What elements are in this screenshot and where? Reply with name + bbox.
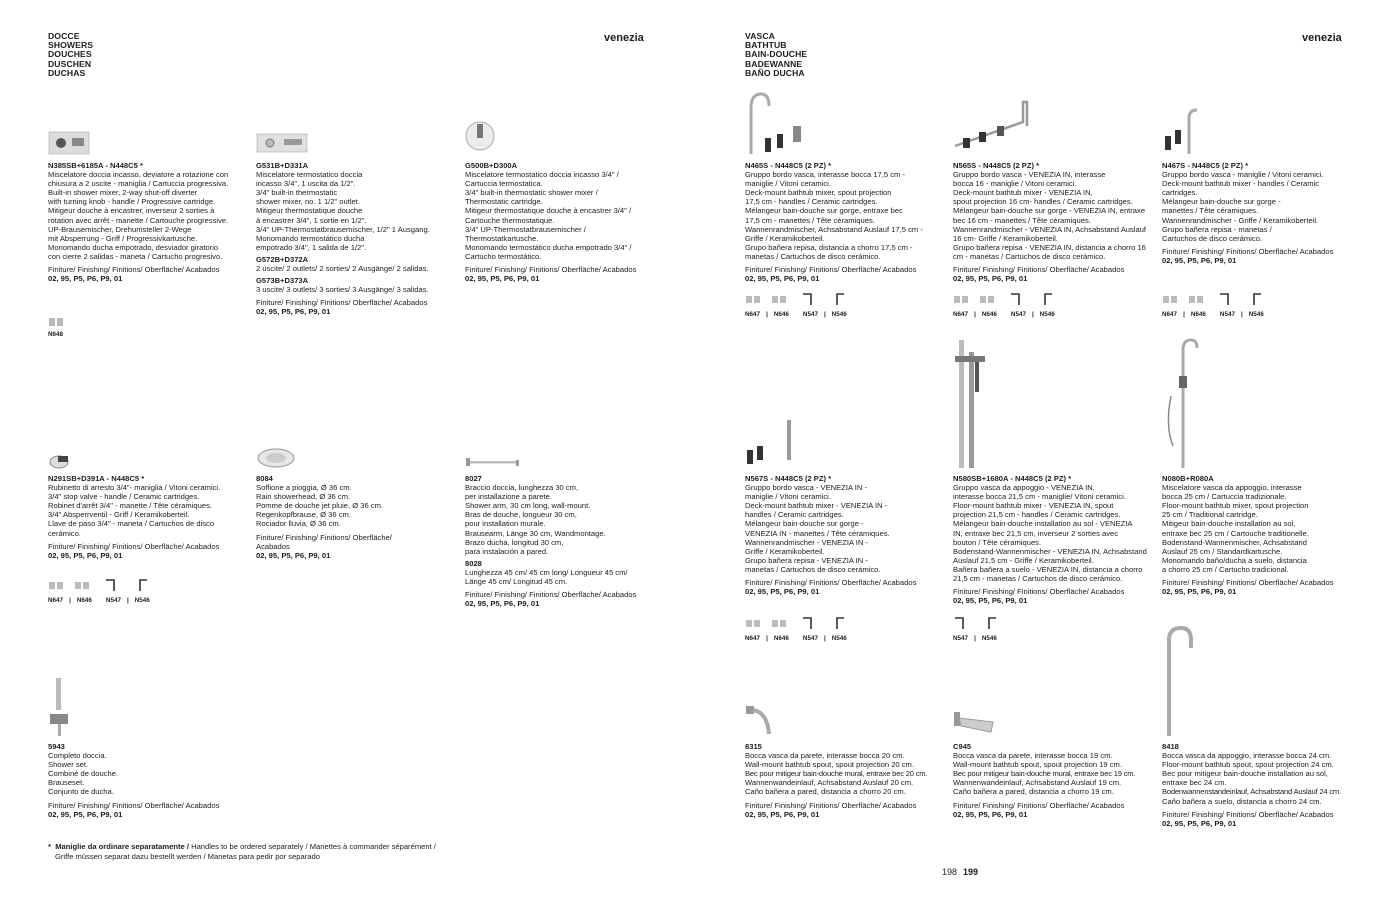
product-code: N291SB+D391A - N448C5 *: [48, 474, 145, 483]
floor-spout-8418-image: [1161, 624, 1197, 738]
finish-codes: 02, 95, P5, P6, P9, 01: [48, 274, 123, 284]
variant-text: Länge 45 cm/ Longitud 45 cm.: [465, 577, 568, 587]
venezia-in-deck-mixer-image: [953, 98, 1033, 154]
finish-codes: 02, 95, P5, P6, P9, 01: [48, 550, 123, 560]
desc-line: entraxe bec 25 cm / Cartouche traditionelle.: [1162, 528, 1309, 538]
desc-line: Monomando baño/ducha a suelo, distancia: [1162, 555, 1307, 565]
desc-line: Cartucho termostático.: [465, 251, 542, 261]
handle-code: N546: [831, 635, 847, 642]
rain-showerhead-image: [256, 442, 296, 472]
desc-line: empotrado 3/4", 1 salida de 1/2".: [256, 242, 367, 252]
handle-options-n567s: [745, 616, 847, 642]
desc-line: 3/4" UP-Thermostatbrausemischer /: [465, 224, 586, 234]
deck-bathtub-mixer-2-image: [1161, 108, 1209, 156]
desc-line: Rain showerhead, Ø 36 cm.: [256, 492, 351, 502]
product-code: G500B+D300A: [465, 161, 518, 170]
page-number-right: 199: [963, 867, 979, 877]
product-5943: [48, 742, 258, 819]
handle-code: N547: [953, 635, 969, 642]
handle-n647-icon: [953, 293, 969, 305]
handle-code: N647: [48, 597, 64, 604]
desc-line: IN, entraxe bec 21,5 cm, inverseur 2 sorties avec: [953, 528, 1119, 538]
finish-codes: 02, 95, P5, P6, P9, 01: [465, 274, 540, 284]
footnote-text: Handles to be ordered separately / Manettes à commander séparément /: [188, 842, 436, 851]
desc-line: Caño bañera a suelo, distancia a chorro 24 cm.: [1162, 796, 1322, 806]
venezia-in-mixer-2-image: [745, 416, 801, 468]
desc-line: Mélangeur bain-douche sur gorge -: [745, 519, 864, 529]
desc-line: projection 21,5 cm - handles / Ceramic cartridges.: [953, 510, 1121, 520]
desc-line: Bocca vasca da appoggio, interasse bocca 24 cm.: [1162, 751, 1332, 761]
round-thermostatic-mixer-image: [464, 118, 496, 154]
desc-line: Monomando termostático ducha empotrado 3/4" /: [465, 242, 632, 252]
handle-n546-icon: [831, 616, 847, 630]
finish-codes: 02, 95, P5, P6, P9, 01: [1162, 818, 1237, 828]
handle-n547-icon: [1218, 292, 1234, 306]
finish-label: Finiture/ Finishing/ Finitions/ Oberfläche/ Acabados: [465, 265, 637, 275]
finish-codes: 02, 95, P5, P6, P9, 01: [745, 809, 820, 819]
handle-options-n565s: [953, 292, 1055, 318]
desc-line: incasso 3/4", 1 uscita da 1/2".: [256, 179, 356, 189]
handle-code: N646: [773, 311, 789, 318]
desc-line: 25 cm / Traditional cartridge.: [1162, 510, 1258, 520]
desc-line: Floor-mount bathtub mixer - VENEZIA IN, spout: [953, 501, 1114, 511]
desc-line: handles / Ceramic cartridges.: [745, 510, 844, 520]
desc-line: Miscelatore termostatico doccia incasso 3/4" /: [465, 170, 619, 180]
desc-line: Wannenrandmischer - VENEZIA IN, Achsabstand Auslauf: [953, 224, 1147, 234]
variant-code: G572B+D372A: [256, 254, 309, 264]
desc-line: Caño bañera a pared, distancia a chorro 19 cm.: [953, 787, 1114, 797]
handle-code: N647: [745, 311, 761, 318]
desc-line: Brazo ducha, longitud 30 cm,: [465, 537, 564, 547]
desc-line: Bec pour mitigeur bain-douche installation au sol,: [1162, 769, 1328, 779]
handle-n647-icon: [48, 579, 64, 591]
floor-mount-mixer-image: [1161, 336, 1201, 470]
handle-options-n467s: [1162, 292, 1264, 318]
handle-n546-icon: [134, 578, 150, 592]
desc-line: cm - manetas / Cartuchos de disco cerámico.: [953, 251, 1106, 261]
desc-line: Mitigeur thermostatique douche à encastrer 3/4" /: [465, 206, 632, 216]
handle-n647-icon: [745, 293, 761, 305]
header-line: BAIN-DOUCHE: [745, 49, 808, 60]
separator: |: [126, 597, 129, 604]
desc-line: à encastrer 3/4", 1 sortie en 1/2".: [256, 215, 367, 225]
finish-codes: 02, 95, P5, P6, P9, 01: [953, 809, 1028, 819]
desc-line: Bodenstand-Wannenmischer, Achsabstand: [1162, 537, 1307, 547]
product-code: 5943: [48, 742, 65, 751]
separator: |: [974, 311, 976, 318]
desc-line: Bodenstand-Wannenmischer - VENEZIA IN, Achsabstand: [953, 546, 1147, 556]
section-header-showers: [48, 32, 93, 78]
desc-line: 3/4" UP-Thermostatbrausemischer, 1/2" 1 Ausgang.: [256, 224, 430, 234]
desc-line: Grupo bañera repisa - manetas /: [1162, 224, 1272, 234]
finish-label: Finiture/ Finishing/ Finitions/ Oberfläche/ Acabados: [953, 800, 1125, 810]
desc-line: Floor-mount bathtub mixer, spout projection: [1162, 501, 1309, 511]
desc-line: Wall-mount bathtub spout, spout projection 19 cm.: [953, 760, 1122, 770]
handle-code: N646: [1190, 311, 1206, 318]
product-n565s: [953, 161, 1163, 283]
product-code: 8315: [745, 742, 762, 751]
desc-line: Shower set.: [48, 760, 89, 770]
handle-options-n465s: [745, 292, 847, 318]
desc-line: para instalación a pared.: [465, 546, 549, 556]
desc-line: Rubinetto di arresto 3/4"- maniglia / Vitoni ceramici.: [48, 483, 221, 493]
product-code: G531B+D331A: [256, 161, 309, 170]
desc-line: manettes / Tête céramiques.: [1162, 206, 1259, 216]
desc-line: bocca 16 - maniglie / Vitoni ceramici.: [953, 179, 1077, 189]
desc-line: Griffe / Keramikoberteil.: [745, 233, 825, 243]
separator: |: [766, 311, 768, 318]
desc-line: Gruppo vasca da appoggio - VENEZIA IN,: [953, 483, 1095, 493]
footnote-star: *: [48, 842, 51, 851]
desc-line: Grupo bañera repisa - VENEZIA IN, distancia a chorro 16: [953, 242, 1146, 252]
wall-spout-8315-image: [745, 704, 773, 738]
desc-line: Cartuccia termostatica.: [465, 179, 543, 189]
product-code: N465S - N448C5 (2 PZ) *: [745, 161, 832, 170]
desc-line: Griffe / Keramikoberteil.: [745, 546, 825, 556]
handle-n546-icon: [1039, 292, 1055, 306]
desc-line: Combiné de douche.: [48, 769, 119, 779]
brand-title: venezia: [604, 32, 644, 44]
desc-line: Deck-mount bathtub mixer, spout projection: [745, 188, 892, 198]
finish-codes: 02, 95, P5, P6, P9, 01: [745, 587, 820, 597]
product-n580sb: [953, 474, 1163, 605]
desc-line: Wannenwandeinlauf, Achsabstand Auslauf 20 cm.: [745, 778, 914, 788]
handle-code: N647: [1162, 311, 1178, 318]
desc-line: cartridges.: [1162, 188, 1198, 198]
product-8315: [745, 742, 955, 819]
finish-label: Finiture/ Finishing/ Finitions/ Oberfläche/ Acabados: [953, 265, 1125, 275]
handle-code: N546: [981, 635, 997, 642]
desc-line: rotation avec arrêt - manette / Cartouche progressive.: [48, 215, 229, 225]
section-header-bathtub: [745, 32, 807, 78]
desc-line: Monomando ducha empotrado, desviador giratorio: [48, 242, 219, 252]
handle-n646-icon: [74, 579, 90, 591]
desc-line: Mélangeur bain-douche sur gorge, entraxe bec: [745, 206, 903, 216]
desc-line: a chorro 25 cm / Cartucho tradicional.: [1162, 564, 1289, 574]
desc-line: Deck-mount bathtub mixer - VENEZIA IN,: [953, 188, 1093, 198]
product-code: N565S - N448C5 (2 PZ) *: [953, 161, 1040, 170]
handle-code: N646: [76, 597, 92, 604]
desc-line: cerámico.: [48, 528, 81, 538]
desc-line: Auslauf 21,5 cm - Griffe / Keramikoberteil.: [953, 555, 1094, 565]
handle-code: N546: [1039, 311, 1055, 318]
desc-line: Completo doccia.: [48, 751, 107, 761]
finish-label: Finiture/ Finishing/ Finitions/ Oberfläche/ Acabados: [745, 800, 917, 810]
footnote-line2: Griffe müssen separat dazu bestellt werden / Manetas para pedir por separado: [55, 851, 320, 861]
desc-line: Gruppo bordo vasca - VENEZIA IN -: [745, 483, 867, 493]
desc-line: Deck-mount bathtub mixer - VENEZIA IN -: [745, 501, 888, 511]
page-number-left: 198: [942, 867, 958, 877]
desc-line: per installazione a parete.: [465, 492, 552, 502]
handle-code: N547: [1010, 311, 1026, 318]
product-code: N080B+R080A: [1162, 474, 1214, 483]
desc-line: pour installation murale.: [465, 519, 546, 529]
handle-n648-image: [48, 316, 64, 328]
finish-label: Finiture/ Finishing/ Finitions/ Oberfläche/ Acabados: [1162, 578, 1334, 588]
deck-bathtub-mixer-image: [745, 90, 811, 156]
handle-code: N546: [831, 311, 847, 318]
separator: |: [1183, 311, 1185, 318]
handle-n646-icon: [771, 617, 787, 629]
header-line: SHOWERS: [48, 40, 94, 51]
desc-line: Brausearm, Länge 30 cm, Wandmontage.: [465, 528, 606, 538]
desc-line: Wannenrandmischer, Achsabstand Auslauf 17,5 cm -: [745, 224, 923, 234]
product-8418: [1162, 742, 1372, 828]
desc-line: Mélangeur bain-douche installation au sol - VENEZIA: [953, 519, 1133, 529]
product-8027: [465, 474, 675, 608]
desc-line: Rociador lluvia, Ø 36 cm.: [256, 519, 341, 529]
finish-codes: 02, 95, P5, P6, P9, 01: [745, 274, 820, 284]
finish-codes: 02, 95, P5, P6, P9, 01: [256, 307, 331, 317]
product-code: 8084: [256, 474, 273, 483]
desc-line: Bec pour mitigeur bain-douche mural, entraxe bec 19 cm.: [953, 769, 1136, 779]
header-line: BADEWANNE: [745, 58, 803, 69]
separator: |: [1031, 311, 1034, 318]
header-line: DUCHAS: [48, 67, 86, 78]
desc-line: Conjunto de ducha.: [48, 787, 114, 797]
desc-line: 3/4" built-in thermostatic shower mixer /: [465, 188, 598, 198]
desc-line: Soffione a pioggia, Ø 36 cm.: [256, 483, 352, 493]
header-line: VASCA: [745, 31, 775, 41]
handle-n547-icon: [1009, 292, 1025, 306]
desc-line: Regenkopfbrause, Ø 36 cm.: [256, 510, 351, 520]
desc-line: Gruppo bordo vasca - maniglie / Vitoni ceramici.: [1162, 170, 1324, 180]
desc-line: Wannenrandmischer - VENEZIA IN -: [745, 537, 868, 547]
desc-line: 17,5 cm - manettes / Tête céramiques.: [745, 215, 875, 225]
finish-label: Finiture/ Finishing/ Finitions/ Oberfläche/ Acabados: [465, 590, 637, 600]
finish-codes: 02, 95, P5, P6, P9, 01: [1162, 255, 1237, 265]
handle-code: N547: [1219, 311, 1235, 318]
desc-line: interasse bocca 21,5 cm - maniglie/ Vitoni ceramici.: [953, 492, 1126, 502]
variant-text: 2 uscite/ 2 outlets/ 2 sorties/ 2 Ausgänge/ 2 salidas.: [256, 264, 429, 274]
finish-label: Finiture/ Finishing/ Finitions/ Oberfläche/ Acabados: [1162, 246, 1334, 256]
desc-line: Auslauf 25 cm / Standardkartusche.: [1162, 546, 1283, 556]
finish-label: Finiture/ Finishing/ Finitions/ Oberfläche/ Acabados: [745, 265, 917, 275]
header-line: BATHTUB: [745, 40, 787, 51]
handle-options-left: [48, 578, 150, 604]
product-8084: [256, 474, 426, 560]
desc-line: Bodenwannenstandeinlauf, Achsabstand Auslauf 24 cm.: [1162, 787, 1341, 797]
desc-line: Thermostatic cartridge.: [465, 197, 543, 207]
handle-n646-icon: [1188, 293, 1204, 305]
desc-line: entraxe bec 24 cm.: [1162, 778, 1227, 788]
desc-line: Llave de paso 3/4" - maneta / Cartuchos de disco: [48, 519, 215, 529]
desc-line: Built-in shower mixer, 2-way shut-off diverter: [48, 188, 198, 198]
product-code: 8418: [1162, 742, 1179, 751]
desc-line: mit Absperrung - Griff / Progressivkartusche.: [48, 233, 198, 243]
desc-line: Bec pour mitigeur bain-douche mural, entraxe bec 20 cm.: [745, 769, 928, 779]
desc-line: Mitigeur douche à encastrer, inverseur 2 sorties à: [48, 206, 215, 216]
finish-label: Finiture/ Finishing/ Finitions/ Oberfläche/ Acabados: [1162, 809, 1334, 819]
variant-code: 8028: [465, 558, 482, 568]
header-line: DUSCHEN: [48, 58, 92, 69]
desc-line: UP-Brausemischer, Drehumsteller 2-Wege: [48, 224, 192, 234]
desc-line: maniglie / Vitoni ceramici.: [745, 492, 831, 502]
separator: |: [974, 635, 976, 642]
desc-line: Mélangeur bain-douche sur gorge - VENEZIA IN, entraxe: [953, 206, 1146, 216]
handle-code: N546: [134, 597, 150, 604]
product-code: N567S - N448C5 (2 PZ) *: [745, 474, 832, 483]
desc-line: 16 cm- Griffe / Keramikoberteil.: [953, 233, 1058, 243]
desc-line: Wannenrandmischer - Griffe / Keramikoberteil.: [1162, 215, 1319, 225]
desc-line: maniglie / Vitoni ceramici.: [745, 179, 831, 189]
desc-line: Grupo bañera repisa, distancia a chorro 17,5 cm -: [745, 242, 913, 252]
desc-line: Floor-mount bathtub spout, spout projection 24 cm.: [1162, 760, 1334, 770]
desc-line: Mélangeur bain-douche sur gorge -: [1162, 197, 1281, 207]
product-n467s: [1162, 161, 1372, 265]
product-g500b: [465, 161, 675, 283]
desc-line: 3/4" Absperrventil - Griff / Keramikoberteil.: [48, 510, 190, 520]
product-g531b: [256, 161, 466, 317]
desc-line: Bocca vasca da parete, interasse bocca 19 cm.: [953, 751, 1113, 761]
desc-line: Mitigeur bain-douche installation au sol,: [1162, 519, 1296, 529]
separator: |: [823, 311, 826, 318]
desc-line: bouton / Tête céramiques.: [953, 537, 1042, 547]
header-line: DOUCHES: [48, 49, 92, 60]
product-code: 8027: [465, 474, 482, 483]
handle-label-n648: N648: [48, 331, 64, 338]
header-line: BAÑO DUCHA: [745, 67, 805, 78]
handle-code: N647: [953, 311, 969, 318]
stop-valve-image: [48, 452, 72, 470]
finish-label: Finiture/ Finishing/ Finitions/ Oberfläche/ Acabados: [745, 578, 917, 588]
finish-label: Finiture/ Finishing/ Finitions/ Oberfläche/ Acabados: [48, 265, 220, 275]
finish-label: Finiture/ Finishing/ Finitions/ Oberfläche/ Acabados: [48, 800, 220, 810]
product-code: C945: [953, 742, 972, 751]
desc-line: VENEZIA IN - manettes / Tête céramiques.: [745, 528, 890, 538]
product-code: N467S - N448C5 (2 PZ) *: [1162, 161, 1249, 170]
desc-line: shower mixer, no. 1 1/2" outlet.: [256, 197, 360, 207]
variant-text: 3 uscite/ 3 outlets/ 3 sorties/ 3 Ausgänge/ 3 salidas.: [256, 285, 429, 295]
desc-line: Bocca vasca da parete, interasse bocca 20 cm.: [745, 751, 905, 761]
product-code: N385SB+6185A - N448C5 *: [48, 161, 143, 170]
handle-code: N547: [802, 635, 818, 642]
handle-n546-icon: [831, 292, 847, 306]
brand-title: venezia: [1302, 32, 1342, 44]
thermostatic-mixer-image: [256, 128, 310, 158]
separator: |: [823, 635, 826, 642]
handle-n547-icon: [104, 578, 120, 592]
built-in-shower-mixer-image: [48, 128, 94, 158]
variant-code: G573B+D373A: [256, 276, 309, 286]
desc-line: 21,5 cm - manetas / Cartuchos de disco cerámico.: [953, 574, 1123, 584]
shower-arm-image: [464, 454, 524, 470]
finish-codes: 02, 95, P5, P6, P9, 01: [953, 274, 1028, 284]
desc-line: Cartouche thermostatique.: [465, 215, 555, 225]
desc-line: Bañera bañera a suelo - VENEZIA IN, distancia a chorro: [953, 564, 1143, 574]
desc-line: Gruppo bordo vasca - VENEZIA IN, interasse: [953, 170, 1106, 180]
handle-code: N646: [981, 311, 997, 318]
handle-code: N647: [745, 635, 761, 642]
handle-n547-icon: [801, 616, 817, 630]
product-n567s: [745, 474, 955, 596]
desc-line: Bras de douche, longueur 30 cm,: [465, 510, 577, 520]
separator: |: [1240, 311, 1243, 318]
desc-line: Shower arm, 30 cm long, wall-mount.: [465, 501, 591, 511]
variant-text: Lunghezza 45 cm/ 45 cm long/ Longueur 45 cm/: [465, 567, 628, 577]
handle-n546-icon: [1248, 292, 1264, 306]
desc-line: Mitigeur thermostatique douche: [256, 206, 363, 216]
handle-n546-icon: [983, 616, 999, 630]
product-c945: [953, 742, 1163, 819]
footnote: [48, 842, 436, 861]
handle-n646-icon: [979, 293, 995, 305]
finish-codes: 02, 95, P5, P6, P9, 01: [1162, 587, 1237, 597]
product-n080b: [1162, 474, 1372, 596]
finish-codes: 02, 95, P5, P6, P9, 01: [256, 550, 331, 560]
desc-line: Cartuchos de disco cerámico.: [1162, 233, 1263, 243]
handle-n647-icon: [1162, 293, 1178, 305]
finish-label: Finiture/ Finishing/ Finitions/ Oberfläche/ Acabados: [48, 541, 220, 551]
desc-line: 3/4" built-in thermostatic: [256, 188, 338, 198]
desc-line: manetas / Cartuchos de disco cerámico.: [745, 564, 881, 574]
floor-mount-mixer-venezia-in-image: [953, 332, 989, 470]
desc-line: spout projection 16 cm- handles / Ceramic cartridges.: [953, 197, 1133, 207]
wall-spout-c945-image: [953, 710, 997, 736]
product-n465s: [745, 161, 955, 283]
handle-n647-icon: [745, 617, 761, 629]
desc-line: Thermostatkartusche.: [465, 233, 539, 243]
desc-line: 3/4" stop valve - handle / Ceramic cartridges.: [48, 492, 200, 502]
desc-line: con cierre 2 salidas - maneta / Cartucho progresivo.: [48, 251, 223, 261]
desc-line: with turning knob - handle / Progressive cartridge.: [48, 197, 216, 207]
handle-n547-icon: [801, 292, 817, 306]
desc-line: Braccio doccia, lunghezza 30 cm,: [465, 483, 579, 493]
shower-set-image: [48, 676, 72, 738]
handle-options-n580sb: [953, 616, 999, 642]
handle-n646-icon: [771, 293, 787, 305]
desc-line: Miscelatore termostatico doccia: [256, 170, 363, 180]
finish-codes: 02, 95, P5, P6, P9, 01: [953, 596, 1028, 606]
finish-codes: 02, 95, P5, P6, P9, 01: [48, 809, 123, 819]
desc-line: Gruppo bordo vasca, interasse bocca 17,5 cm -: [745, 170, 905, 180]
finish-label: Finiture/ Finishing/ Finitions/ Oberfläche/ Acabados: [256, 298, 428, 308]
desc-line: Miscelatore vasca da appoggio, interasse: [1162, 483, 1302, 493]
handle-code: N547: [802, 311, 818, 318]
finish-codes: 02, 95, P5, P6, P9, 01: [465, 599, 540, 609]
desc-line: Wall-mount bathtub spout, spout projection 20 cm.: [745, 760, 914, 770]
footnote-bold: Maniglie da ordinare separatamente /: [55, 842, 189, 851]
desc-line: bec 16 cm - manettes / Tête céramiques.: [953, 215, 1091, 225]
desc-line: Monomando termostático ducha: [256, 233, 365, 243]
product-n385sb: [48, 161, 258, 283]
desc-line: chiusura a 2 uscite - maniglia / Cartuccia progressiva.: [48, 179, 229, 189]
desc-line: 17,5 cm - handles / Ceramic cartridges.: [745, 197, 878, 207]
separator: |: [766, 635, 768, 642]
desc-line: bocca 25 cm / Cartuccia tradizionale.: [1162, 492, 1287, 502]
desc-line: Miscelatore doccia incasso, deviatore a rotazione con: [48, 170, 229, 180]
desc-line: Deck-mount bathtub mixer - handles / Ceramic: [1162, 179, 1319, 189]
handle-n547-icon: [953, 616, 969, 630]
finish-label: Finiture/ Finishing/ Finitions/ Oberfläche/ Acabados: [953, 587, 1125, 597]
desc-line: Caño bañera a pared, distancia a chorro 20 cm.: [745, 787, 906, 797]
finish-label: Finiture/ Finishing/ Finitions/ Oberfläche/ Acabados: [256, 532, 392, 551]
desc-line: Wannenwandeinlauf, Achsabstand Auslauf 19 cm.: [953, 778, 1122, 788]
separator: |: [69, 597, 71, 604]
handle-code: N546: [1248, 311, 1264, 318]
desc-line: Pomme de douche jet pluie, Ø 36 cm.: [256, 501, 384, 511]
desc-line: Grupo bañera repisa - VENEZIA IN -: [745, 555, 868, 565]
desc-line: Robinet d'arrêt 3/4" - manette / Tête céramiques.: [48, 501, 212, 511]
product-n291sb: [48, 474, 258, 560]
handle-code: N547: [105, 597, 121, 604]
desc-line: manetas / Cartuchos de disco cerámico.: [745, 251, 881, 261]
product-code: N580SB+1680A - N448C5 (2 PZ) *: [953, 474, 1072, 483]
desc-line: Brauseset.: [48, 778, 85, 788]
header-line: DOCCE: [48, 31, 80, 41]
handle-code: N646: [773, 635, 789, 642]
